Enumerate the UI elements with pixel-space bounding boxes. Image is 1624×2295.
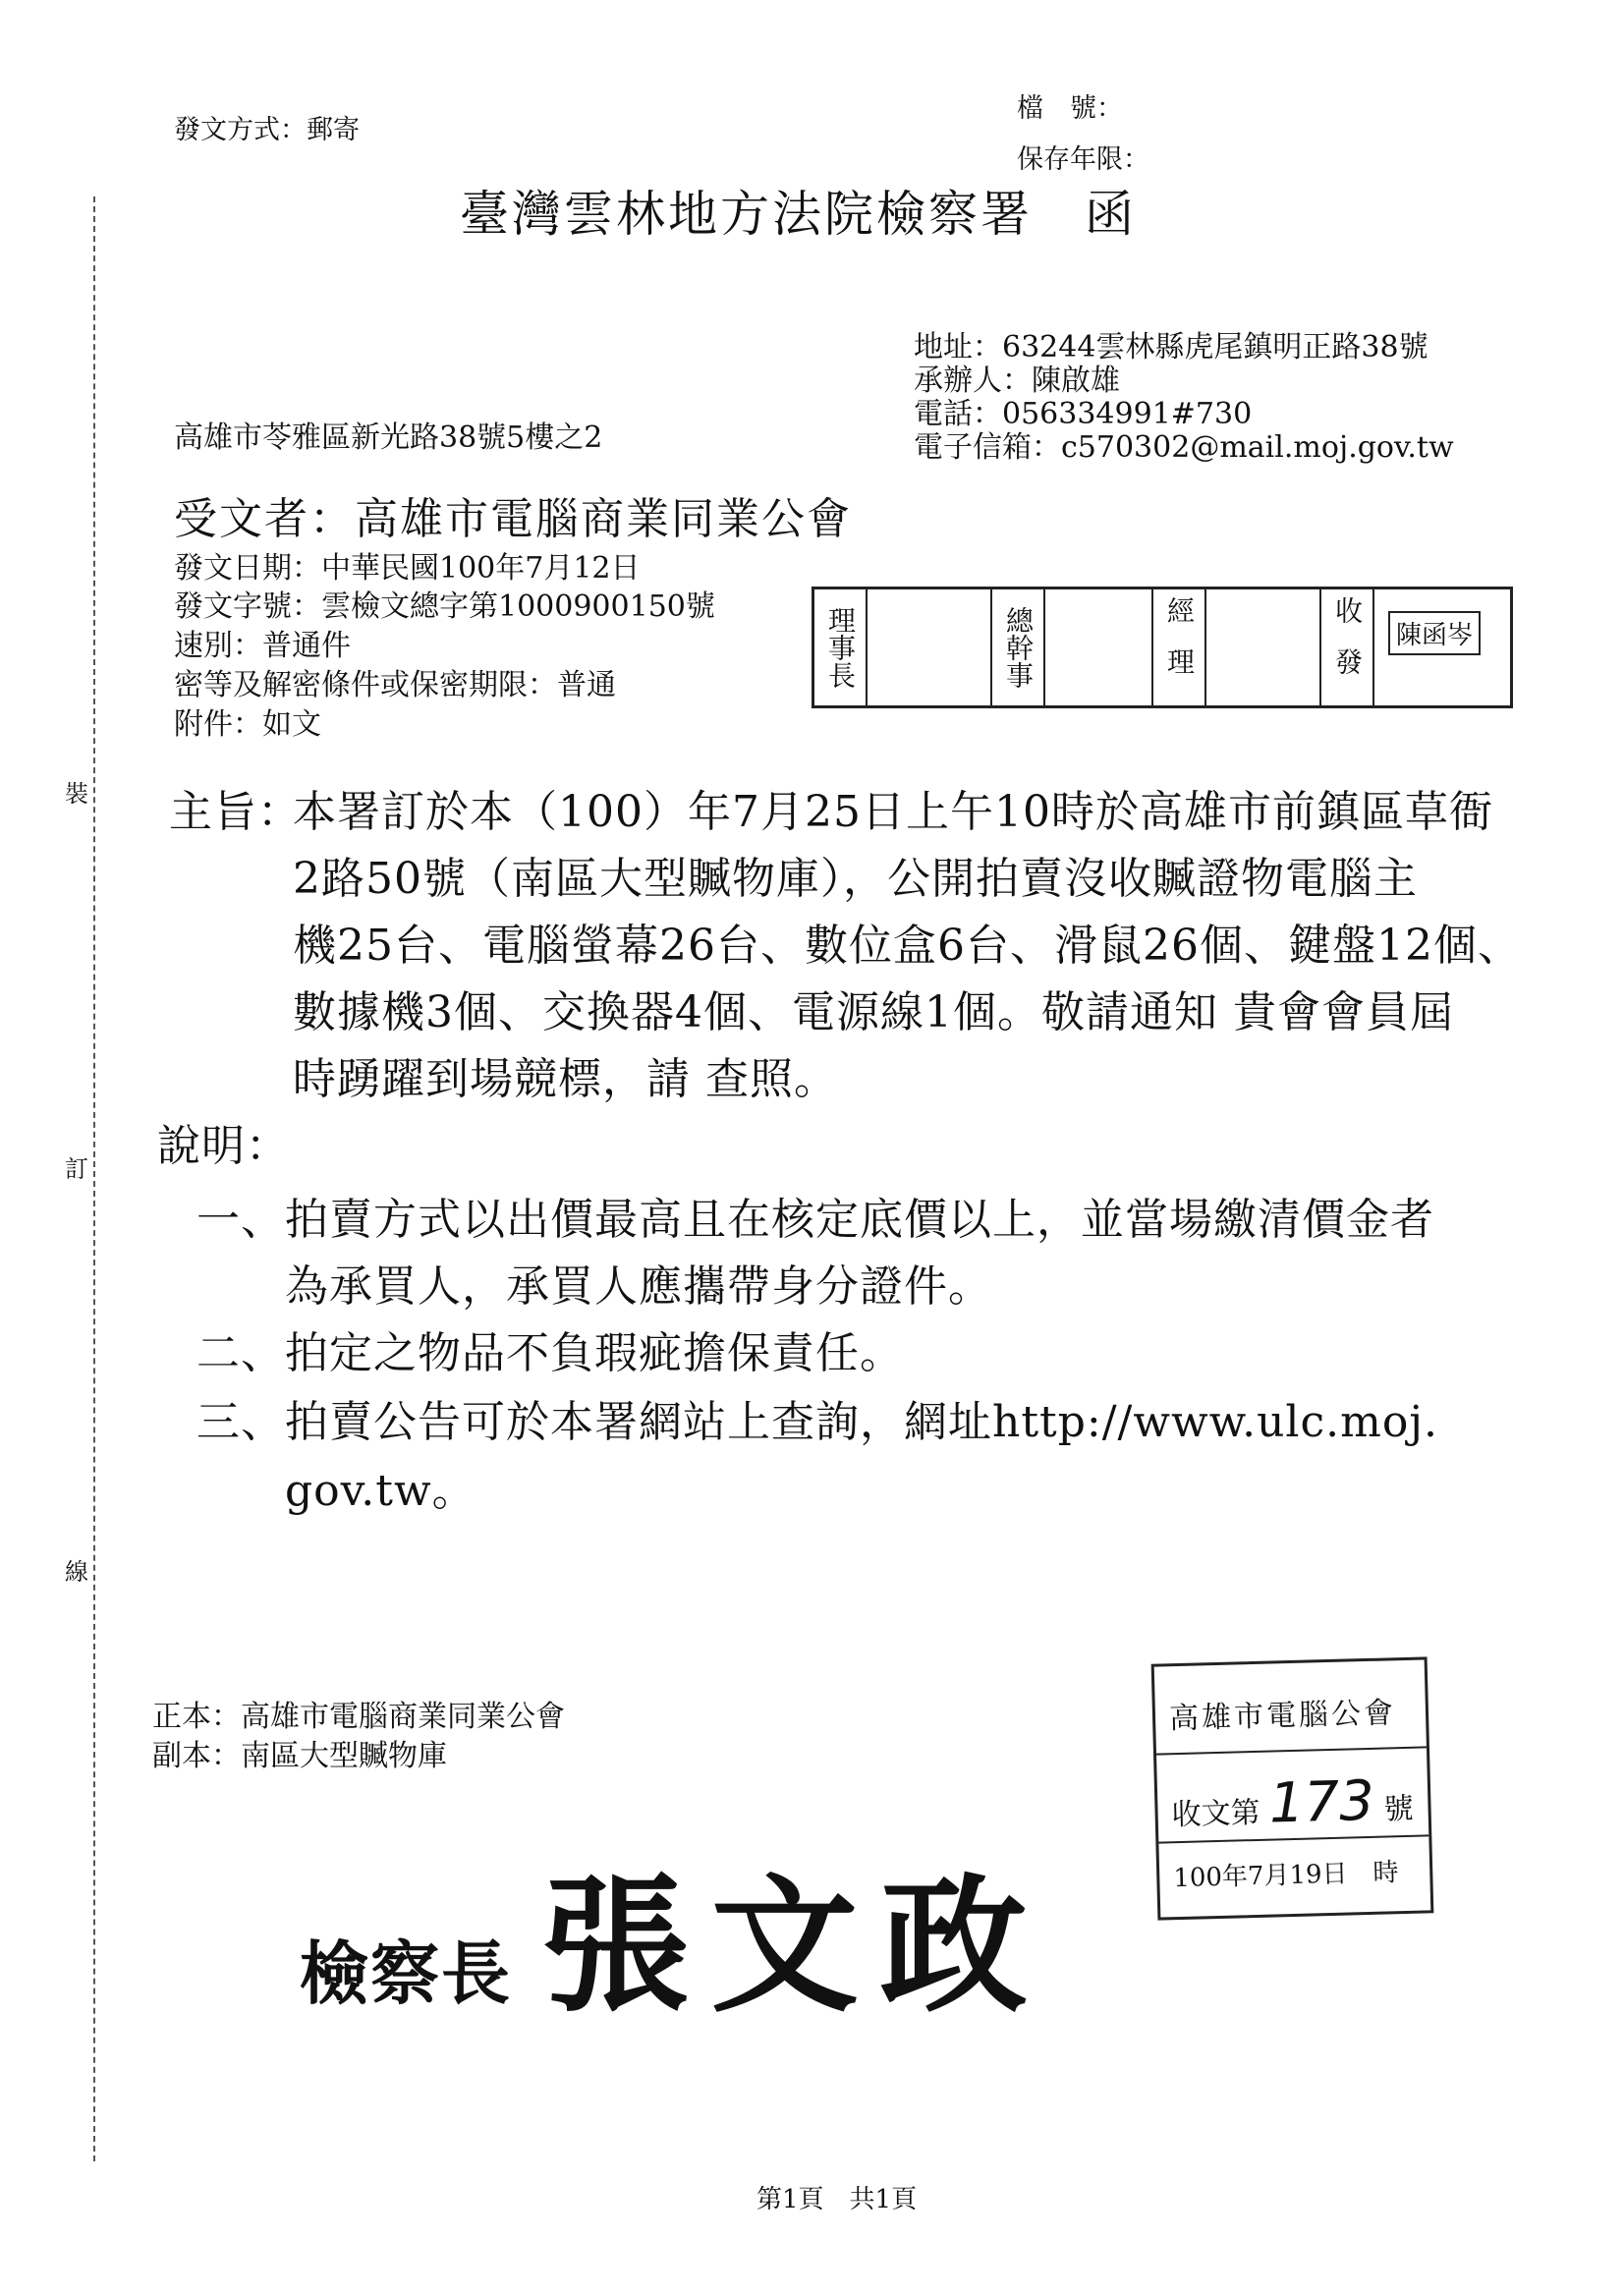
issue-date: 發文日期：中華民國100年7月12日 [174,551,641,586]
explanation-item-line: gov.tw。 [285,1466,476,1516]
routing-secretary-label [992,589,1045,705]
retention-label: 保存年限： [1017,144,1149,175]
routing-receive-label [1321,589,1374,705]
speed: 速別：普通件 [174,629,351,663]
binding-mark-3: 線 [65,1558,88,1586]
recipient: 受文者：高雄市電腦商業同業公會 [174,494,852,544]
doc-number: 發文字號：雲檢文總字第1000900150號 [174,589,715,624]
receipt-date: 100年7月19日 時 [1172,1858,1399,1894]
routing-secretary-text: 總幹事 [1002,606,1035,689]
explanation-item-num: 三、 [196,1397,285,1447]
subject-label: 主旨： [169,787,302,837]
receipt-number: 173 [1268,1768,1375,1836]
routing-manager-text: 經理 [1163,596,1196,699]
handler-seal: 陳函岑 [1388,611,1481,655]
send-method: 發文方式：郵寄 [174,115,360,145]
signature-title: 檢察長 [300,1932,512,2014]
recipient-address: 高雄市苓雅區新光路38號5樓之2 [174,420,603,455]
signature [300,1827,1049,2040]
sender-email: 電子信箱：c570302@mail.moj.gov.tw [914,430,1454,465]
binding-mark-2: 訂 [65,1155,88,1183]
receipt-stamp [1151,1656,1434,1920]
receipt-suffix: 號 [1383,1791,1415,1827]
explanation-item-num: 二、 [196,1328,285,1378]
sender-phone: 電話：056334991#730 [914,397,1253,431]
explanation-item-num: 一、 [196,1195,285,1245]
signature-name: 張文政 [541,1860,1049,2033]
subject-line: 數據機3個、交換器4個、電源線1個。敬請通知 貴會會員屆 [293,987,1454,1037]
routing-manager-label [1153,589,1206,705]
receipt-prefix: 收文第 [1171,1795,1261,1833]
sender-address: 地址：63244雲林縣虎尾鎮明正路38號 [914,330,1428,364]
routing-director-label [814,589,868,705]
explanation-item-line: 拍定之物品不負瑕疵擔保責任。 [285,1328,904,1378]
explanation-item-line: 拍賣方式以出價最高且在核定底價以上，並當場繳清價金者 [285,1195,1434,1245]
routing-receive-text: 收發 [1331,596,1364,699]
page-number: 第1頁 共1頁 [756,2185,918,2214]
subject-line: 2路50號（南區大型贓物庫），公開拍賣沒收贓證物電腦主 [293,854,1418,904]
binding-line [93,196,95,2161]
explanation-item-line: 為承買人，承買人應攜帶身分證件。 [285,1261,992,1312]
attachment: 附件：如文 [174,707,321,742]
routing-director-text: 理事長 [824,606,857,689]
explanation-label: 說明： [157,1121,290,1171]
explanation-item-line: 拍賣公告可於本署網站上查詢，網址http://www.ulc.moj. [285,1397,1438,1447]
copy-recipient: 副本：南區大型贓物庫 [152,1739,447,1773]
original-recipient: 正本：高雄市電腦商業同業公會 [152,1700,565,1734]
receipt-stamp-org: 高雄市電腦公會 [1168,1696,1397,1737]
document-title: 臺灣雲林地方法院檢察署 函 [460,186,1137,243]
subject-line: 本署訂於本（100）年7月25日上午10時於高雄市前鎮區草衙 [293,787,1493,837]
subject-line: 機25台、電腦螢幕26台、數位盒6台、滑鼠26個、鍵盤12個、 [293,921,1522,971]
receipt-number-row [1157,1767,1429,1838]
classification: 密等及解密條件或保密期限：普通 [174,668,616,702]
subject-line: 時踴躍到場競標，請 查照。 [293,1054,838,1104]
binding-mark-1: 裝 [65,780,88,808]
file-number-label: 檔 號： [1017,93,1123,124]
sender-handler: 承辦人：陳啟雄 [914,364,1120,398]
routing-table [812,587,1513,708]
